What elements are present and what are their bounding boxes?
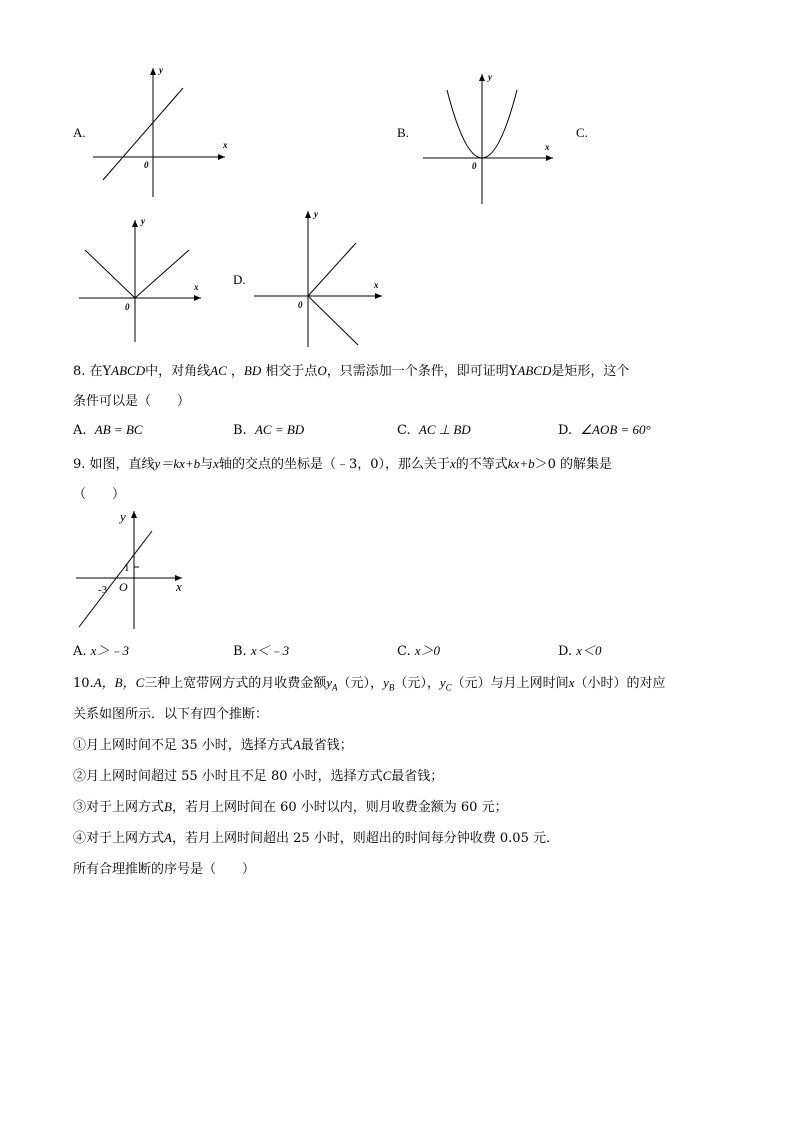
q8-line1: 8. 在YABCD中，对角线AC ，BD 相交于点O，只需添加一个条件，即可证明YABCD是矩形，这个 xyxy=(73,363,630,379)
tick-label-neg3: -3 xyxy=(98,584,108,596)
q10-item4: ④对于上网方式A，若月上网时间超出 25 小时，则超出的时间每分钟收费 0.05 元． xyxy=(73,830,559,846)
q9-option-b: B. x＜﹣3 xyxy=(233,643,290,659)
option-d-label: D. xyxy=(233,272,246,287)
graph-b xyxy=(415,70,565,206)
option-a-label: A. xyxy=(73,125,86,140)
origin-label: 0 xyxy=(144,160,149,170)
graph-a xyxy=(85,62,235,202)
q10-item3: ③对于上网方式B，若月上网时间在 60 小时以内，则月收费金额为 60 元； xyxy=(73,799,508,815)
x-axis-label: x xyxy=(545,142,550,152)
origin-label: 0 xyxy=(298,300,303,310)
q9-figure xyxy=(72,505,192,635)
y-axis-label: y xyxy=(314,209,318,219)
origin-label: 0 xyxy=(125,302,130,312)
q8-option-a: A. AB = BC xyxy=(73,422,143,438)
graph-c xyxy=(75,212,205,344)
tick-label-1: 1 xyxy=(124,562,130,574)
q8-option-b: B. AC = BD xyxy=(233,422,305,438)
q10-item1: ①月上网时间不足 35 小时，选择方式A最省钱； xyxy=(73,737,353,753)
y-axis-label: y xyxy=(488,72,492,82)
x-axis-label: x xyxy=(374,280,379,290)
q9-line2: （ ） xyxy=(73,487,126,502)
x-axis-label: x xyxy=(223,140,228,150)
graph-d-lines xyxy=(308,243,358,345)
q10-last-line: 所有合理推断的序号是（ ） xyxy=(73,862,256,877)
q8-option-d: D. ∠AOB = 60° xyxy=(558,422,651,438)
q10-item2: ②月上网时间超过 55 小时且不足 80 小时，选择方式C最省钱； xyxy=(73,768,444,784)
x-axis-label: x xyxy=(194,282,199,292)
q10-line2: 关系如图所示．以下有四个推断： xyxy=(73,707,269,722)
q9-option-a: A. x＞﹣3 xyxy=(73,643,129,659)
option-b-label: B. xyxy=(397,125,409,140)
x-axis-label: x xyxy=(176,579,182,594)
y-axis-label: y xyxy=(141,216,145,226)
y-axis-label: y xyxy=(159,65,163,75)
q9-option-d: D. x＜0 xyxy=(558,643,602,659)
q10-line1: 10.A，B，C三种上宽带网方式的月收费金额$y_A$（元），$y_B$（元），$y_C$（元）与月上网时间x（小时）的对应 xyxy=(73,675,666,693)
q8-option-c: C. AC ⊥ BD xyxy=(397,422,471,438)
origin-label: O xyxy=(119,580,128,594)
y-axis-label: y xyxy=(120,509,126,524)
option-c-label: C. xyxy=(576,125,588,140)
graph-c-abs xyxy=(85,250,189,298)
graph-d xyxy=(250,205,390,350)
q9-line-graph xyxy=(79,531,152,627)
q8-line2: 条件可以是（ ） xyxy=(73,394,191,409)
q9-option-c: C. x＞0 xyxy=(397,643,441,659)
origin-label: 0 xyxy=(472,161,477,171)
q9-line1: 9. 如图，直线y＝kx+b与x轴的交点的坐标是（﹣3，0），那么关于x的不等式kx+b＞0 的解集是 xyxy=(73,456,612,472)
graph-a-line xyxy=(103,88,183,180)
